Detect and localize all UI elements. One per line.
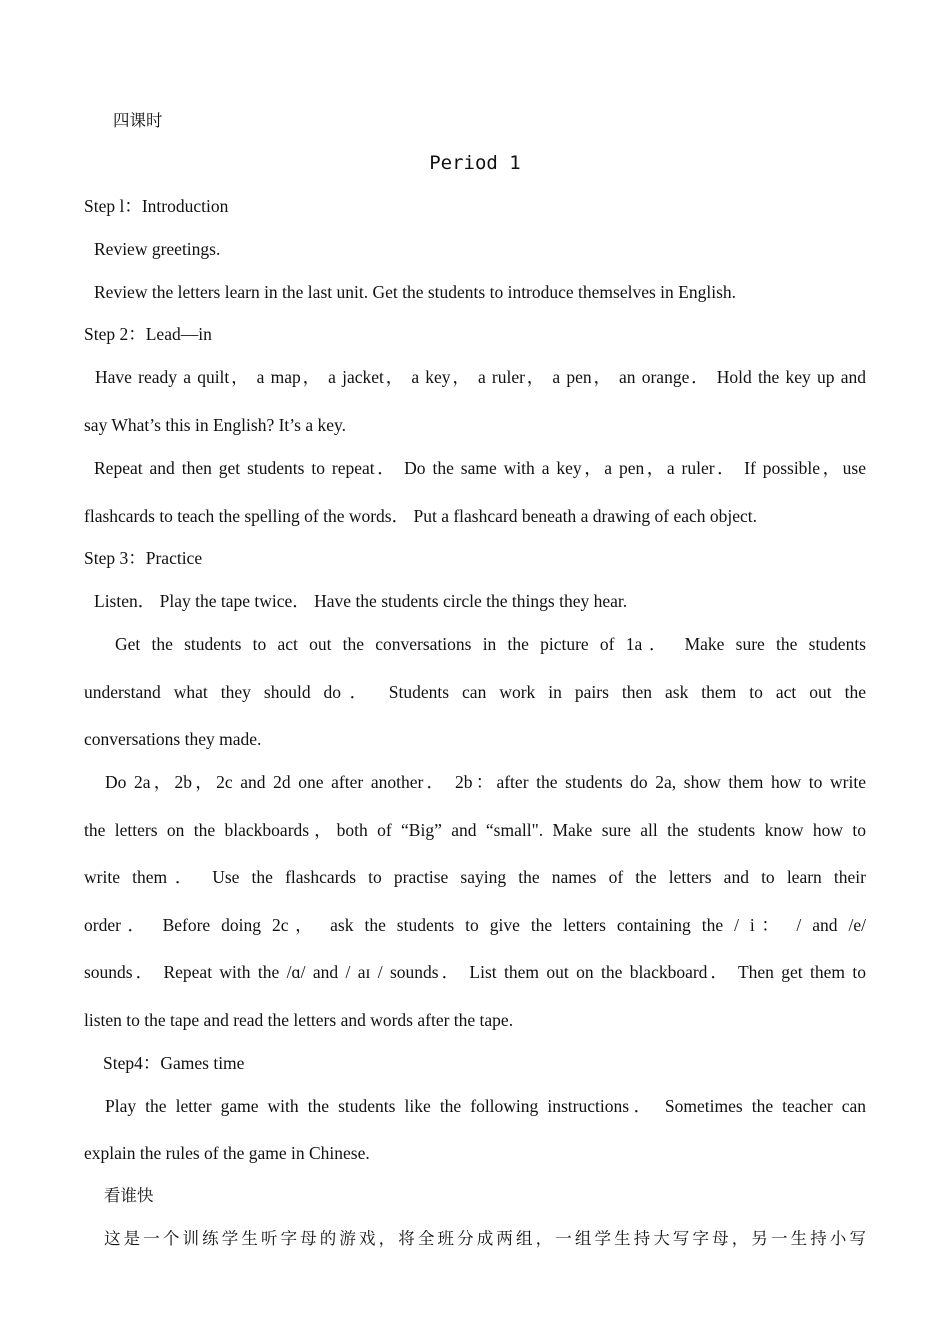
paragraph-line: Play the letter game with the students like the following instructions． Sometimes the teacher can bbox=[105, 1096, 866, 1116]
paragraph-line: Listen． Play the tape twice． Have the students circle the things they hear. bbox=[94, 591, 628, 611]
paragraph-line: Do 2a，2b，2c and 2d one after another． 2b：after the students do 2a, show them how to write bbox=[105, 772, 866, 792]
paragraph-line: Review greetings. bbox=[94, 239, 221, 259]
paragraph-line: Get the students to act out the conversations in the picture of 1a． Make sure the students bbox=[115, 634, 866, 654]
paragraph-line: write them． Use the flashcards to practise saying the names of the letters and to learn their bbox=[84, 867, 866, 887]
paragraph-line: conversations they made. bbox=[84, 729, 262, 749]
paragraph-line: flashcards to teach the spelling of the words． Put a flashcard beneath a drawing of each object. bbox=[84, 506, 758, 526]
paragraph-line: Review the letters learn in the last unit. Get the students to introduce themselves in English. bbox=[94, 282, 737, 302]
game-title: 看谁快 bbox=[104, 1186, 154, 1205]
paragraph-line: 这是一个训练学生听字母的游戏，将全班分成两组，一组学生持大写字母，另一生持小写 bbox=[104, 1229, 866, 1248]
paragraph-line: order． Before doing 2c， ask the students to give the letters containing the / i： / and /e/ bbox=[84, 915, 866, 935]
paragraph-line: Repeat and then get students to repeat． Do the same with a key，a pen，a ruler． If possible，use bbox=[94, 458, 866, 478]
paragraph-line: explain the rules of the game in Chinese. bbox=[84, 1143, 370, 1163]
header-text: 四课时 bbox=[113, 111, 163, 130]
paragraph-line: Have ready a quilt， a map， a jacket， a key， a ruler， a pen， an orange． Hold the key up and bbox=[95, 367, 866, 387]
paragraph-line: understand what they should do． Students can work in pairs then ask them to act out the bbox=[84, 682, 866, 702]
step-heading: Step4：Games time bbox=[103, 1053, 245, 1073]
paragraph-line: the letters on the blackboards，both of “Big” and “small". Make sure all the students know how to bbox=[84, 820, 866, 840]
paragraph-line: listen to the tape and read the letters and words after the tape. bbox=[84, 1010, 514, 1030]
step-heading: Step 2：Lead—in bbox=[84, 324, 212, 344]
paragraph-line: sounds． Repeat with the /ɑ/ and / aɪ / sounds． List them out on the blackboard． Then get them to bbox=[84, 962, 866, 982]
step-heading: Step l：Introduction bbox=[84, 196, 229, 216]
page-title: Period 1 bbox=[429, 152, 521, 174]
paragraph-line: say What’s this in English? It’s a key. bbox=[84, 415, 346, 435]
step-heading: Step 3：Practice bbox=[84, 548, 203, 568]
